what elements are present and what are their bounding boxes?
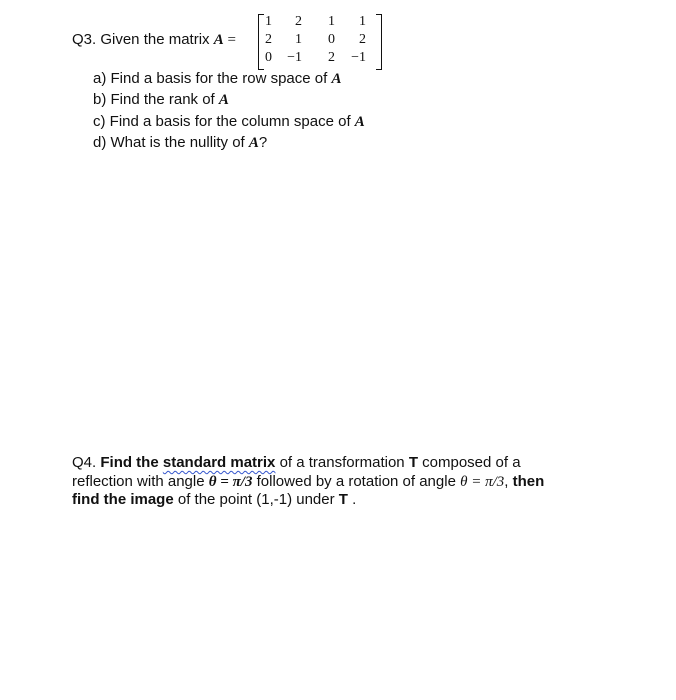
q4-transform-symbol: T — [338, 491, 348, 508]
q3-heading — [72, 31, 236, 49]
part-text: a) Find a basis for the row space of — [93, 70, 332, 87]
matrix-cell: 0 — [328, 32, 335, 47]
q4-text: reflection with angle — [72, 473, 209, 490]
q4-line-3 — [72, 491, 356, 508]
q4-text: of the point (1,-1) under — [173, 491, 339, 508]
part-symbol: A — [218, 92, 229, 108]
matrix-cell: 2 — [359, 32, 366, 47]
q4-angle: θ = π/3 — [460, 474, 505, 490]
part-symbol: A — [354, 114, 365, 130]
matrix-cell: −1 — [351, 50, 366, 65]
q4-label: Q4. — [72, 454, 101, 471]
matrix-right-bracket — [376, 14, 382, 70]
q4-text: , — [504, 473, 513, 490]
part-symbol: A — [248, 135, 259, 151]
q3-prefix: Q3. Given the matrix — [72, 31, 214, 48]
matrix-cell: 1 — [328, 14, 335, 29]
q4-transform-symbol: T — [408, 454, 418, 471]
matrix-cell: −1 — [287, 50, 302, 65]
matrix-a — [258, 14, 382, 70]
matrix-cell: 1 — [359, 14, 366, 29]
q4-bold-text: Find the — [100, 454, 163, 471]
part-text: b) Find the rank of — [93, 91, 219, 108]
matrix-cell: 2 — [265, 32, 272, 47]
matrix-cell: 2 — [295, 14, 302, 29]
q3-part-c — [93, 113, 365, 131]
q4-bold-text: then — [512, 473, 545, 490]
q3-part-a — [93, 70, 341, 88]
matrix-cell: 2 — [328, 50, 335, 65]
q4-text: followed by a rotation of angle — [252, 473, 461, 490]
q3-part-b — [93, 91, 229, 109]
part-symbol: A — [331, 71, 342, 87]
matrix-cell: 0 — [265, 50, 272, 65]
q3-matrix-symbol: A — [213, 32, 224, 48]
q4-text: of a transformation — [275, 454, 409, 471]
q3-part-d — [93, 134, 267, 152]
q4-line-2 — [72, 473, 544, 491]
spellcheck-underlined-text: standard matrix — [162, 454, 276, 471]
part-text: d) What is the nullity of — [93, 134, 249, 151]
q4-line-1 — [72, 454, 521, 471]
q3-equals: = — [223, 32, 236, 48]
part-text: c) Find a basis for the column space of — [93, 113, 355, 130]
matrix-cell: 1 — [295, 32, 302, 47]
q4-angle-bold: θ = π/3 — [208, 474, 253, 490]
q4-bold-text: find the image — [72, 491, 174, 508]
part-tail: ? — [258, 134, 268, 151]
matrix-cell: 1 — [265, 14, 272, 29]
q4-text: . — [347, 491, 357, 508]
q4-text: composed of a — [417, 454, 521, 471]
